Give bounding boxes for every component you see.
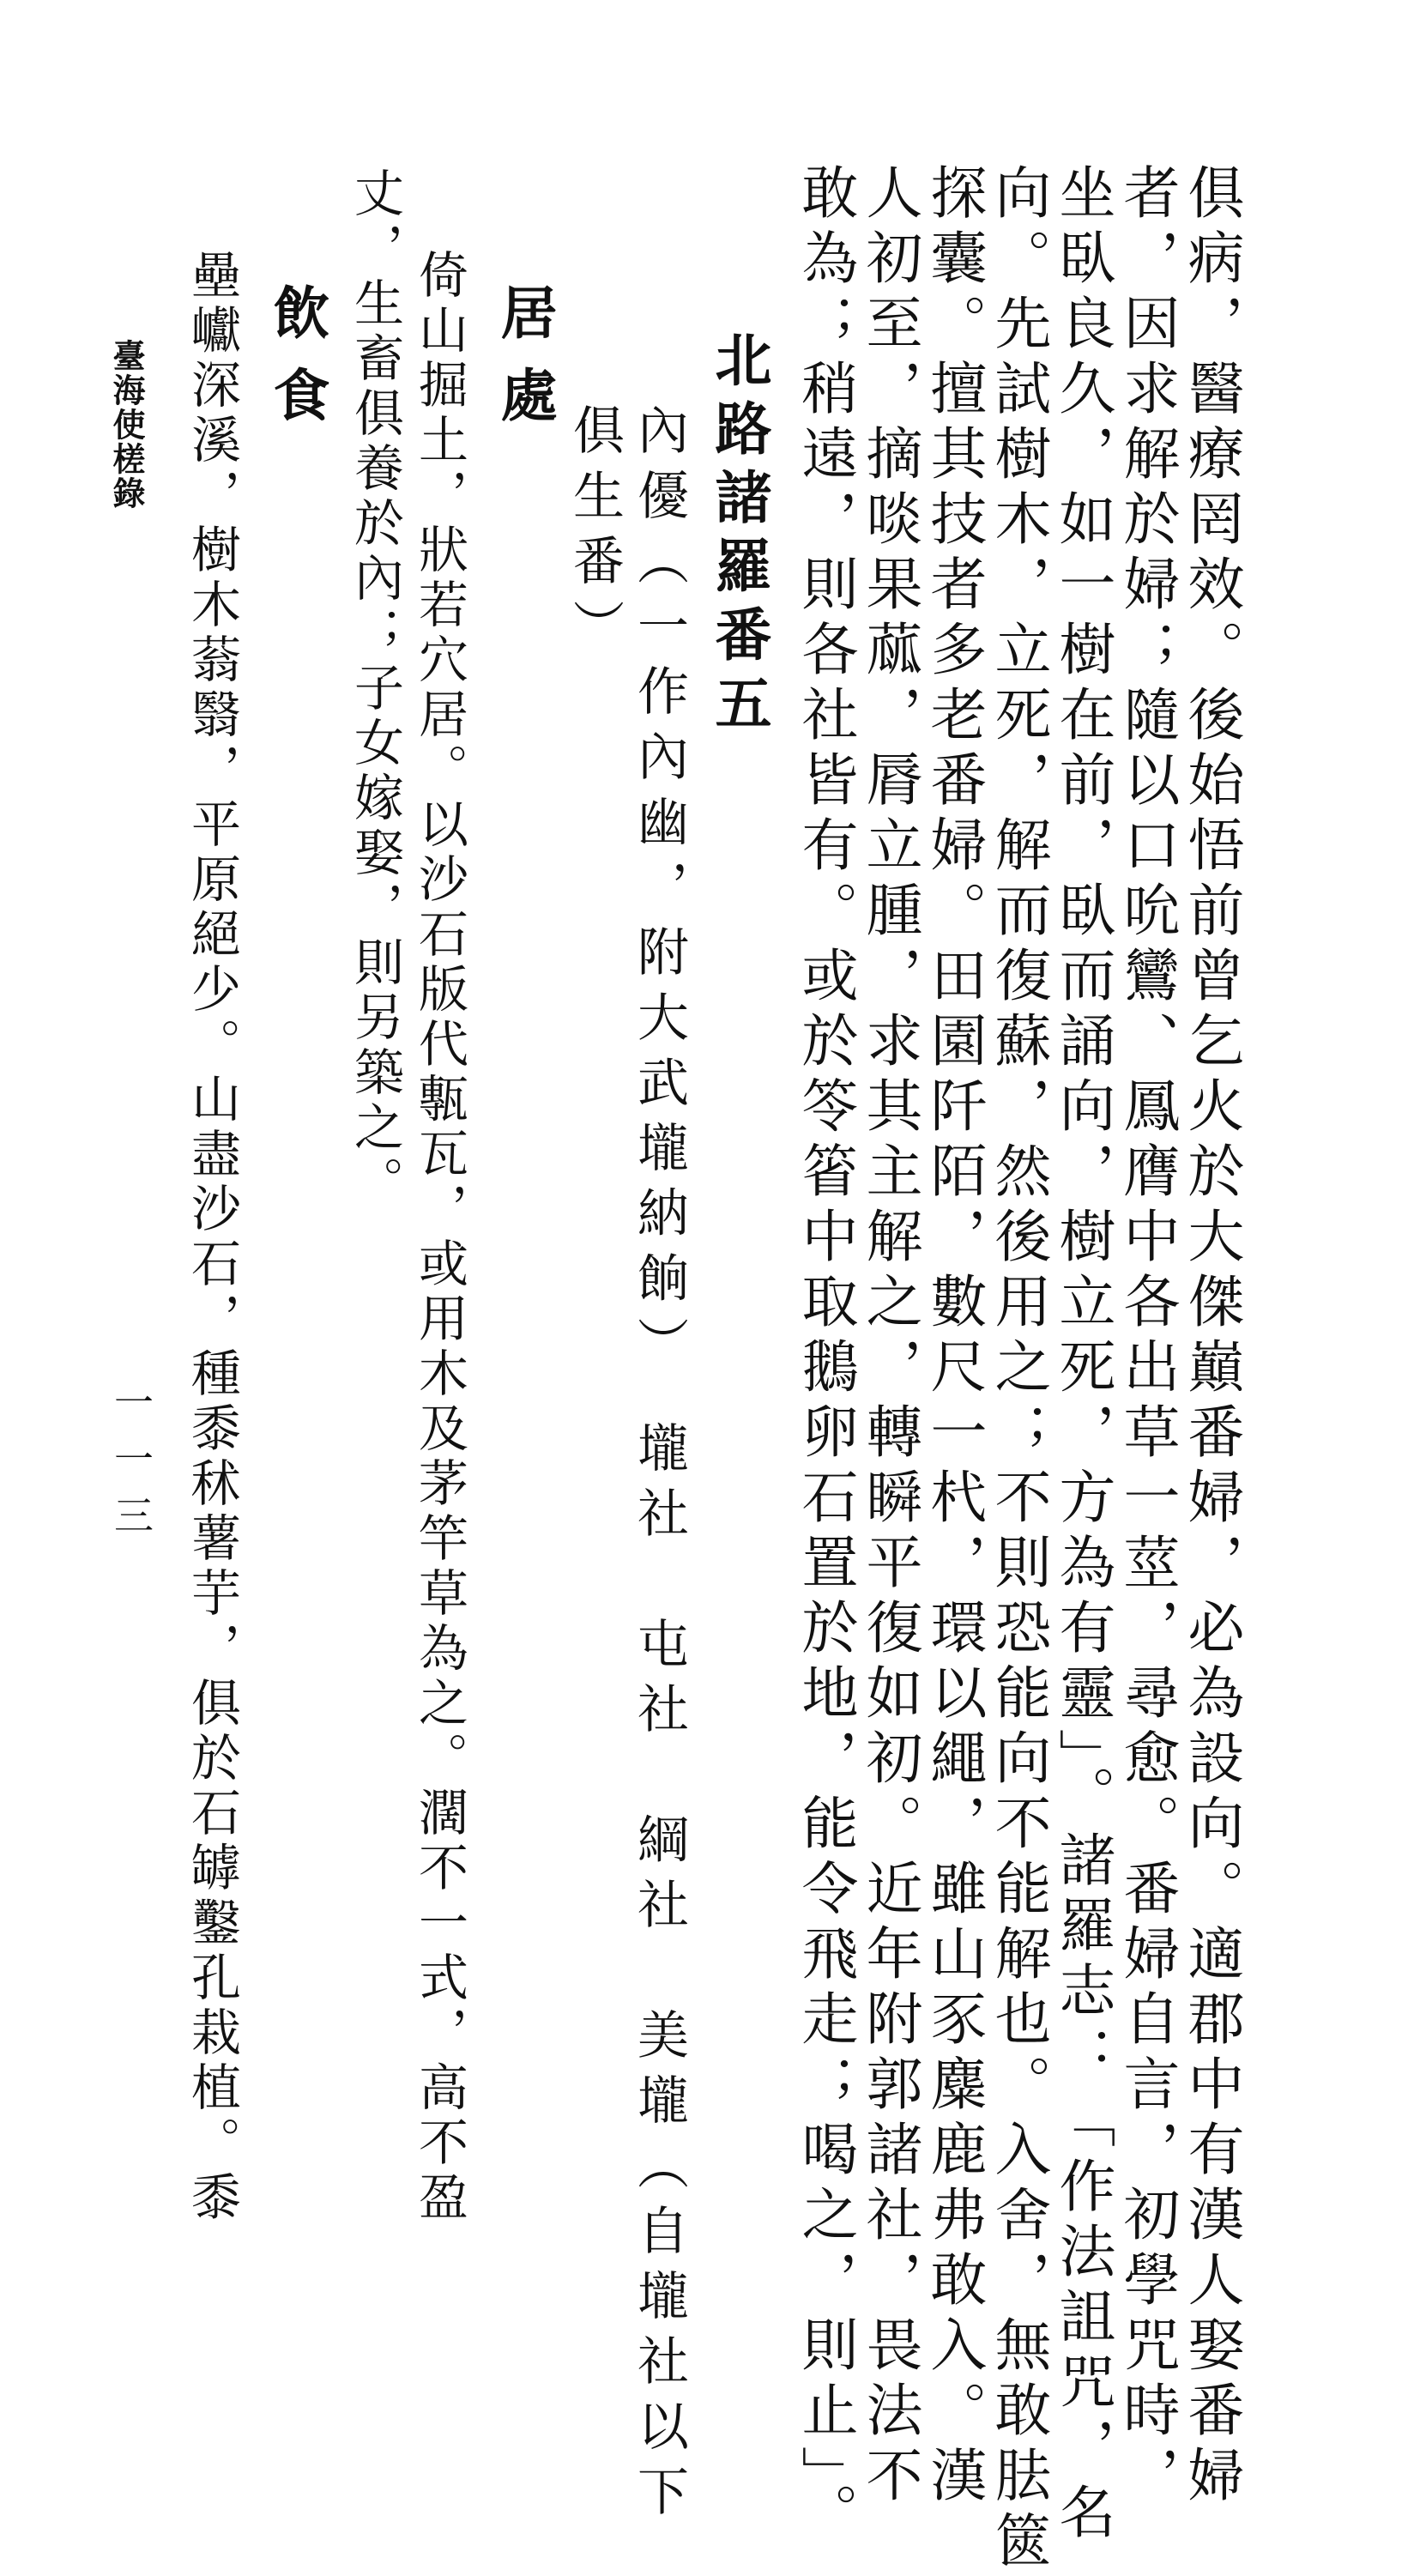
text-column-7: 敢為；稍遠，則各社皆有。或於笭箵中取鵝卵石置於地，能令飛走；喝之，則止」。	[792, 163, 858, 2548]
dwelling-line-2: 丈，生畜俱養於內；子女嫁娶，則另築之。	[346, 167, 404, 1211]
heading-dwelling: 居處	[491, 283, 558, 448]
text-column-5: 探囊。擅其技者多老番婦。田園阡陌，數尺一杙，環以繩，雖山豕麋鹿弗敢入。漢	[921, 163, 987, 2511]
text-column-3: 坐臥良久，如一樹在前，臥而誦向，樹立死，方為有靈」。諸羅志：「作法詛咒，名	[1049, 163, 1115, 2548]
running-title: 臺海使槎錄	[107, 339, 146, 511]
heading-food: 飲食	[263, 283, 330, 448]
text-column-4: 向。先試樹木，立死，解而復蘇，然後用之；不則恐能向不能解也。入舍，無敢胠篋	[985, 163, 1051, 2576]
food-line-1: 壘巘深溪，樹木蓊翳，平原絕少。山盡沙石，種黍秫薯芋，俱於石罅鑿孔栽植。黍	[183, 249, 241, 2226]
dwelling-line-1: 倚山掘土，狀若穴居。以沙石版代甎瓦，或用木及茅竿草為之。濶不一式，高不盈	[410, 249, 468, 2226]
text-column-1: 俱病，醫療罔效。後始悟前曾乞火於大傑巔番婦，必為設向。適郡中有漢人娶番婦	[1178, 163, 1244, 2511]
page-number: 一一三	[108, 1382, 154, 1551]
subtitle-line-2: 俱生番）	[565, 403, 625, 664]
text-column-2: 者，因求解於婦；隨以口吮鸞、鳳膺中各出草一莖，尋愈。番婦自言，初學咒時，	[1114, 163, 1180, 2511]
subtitle-line-1: 內優（一作內幽，附大武壠納餉） 壠社 屯社 綱社 美壠（自壠社以下	[629, 403, 689, 2530]
section-title: 北路諸羅番五	[705, 330, 772, 742]
text-column-6: 人初至，摘啖果蓏，脣立腫，求其主解之，轉瞬平復如初。近年附郭諸社，畏法不	[856, 163, 922, 2511]
